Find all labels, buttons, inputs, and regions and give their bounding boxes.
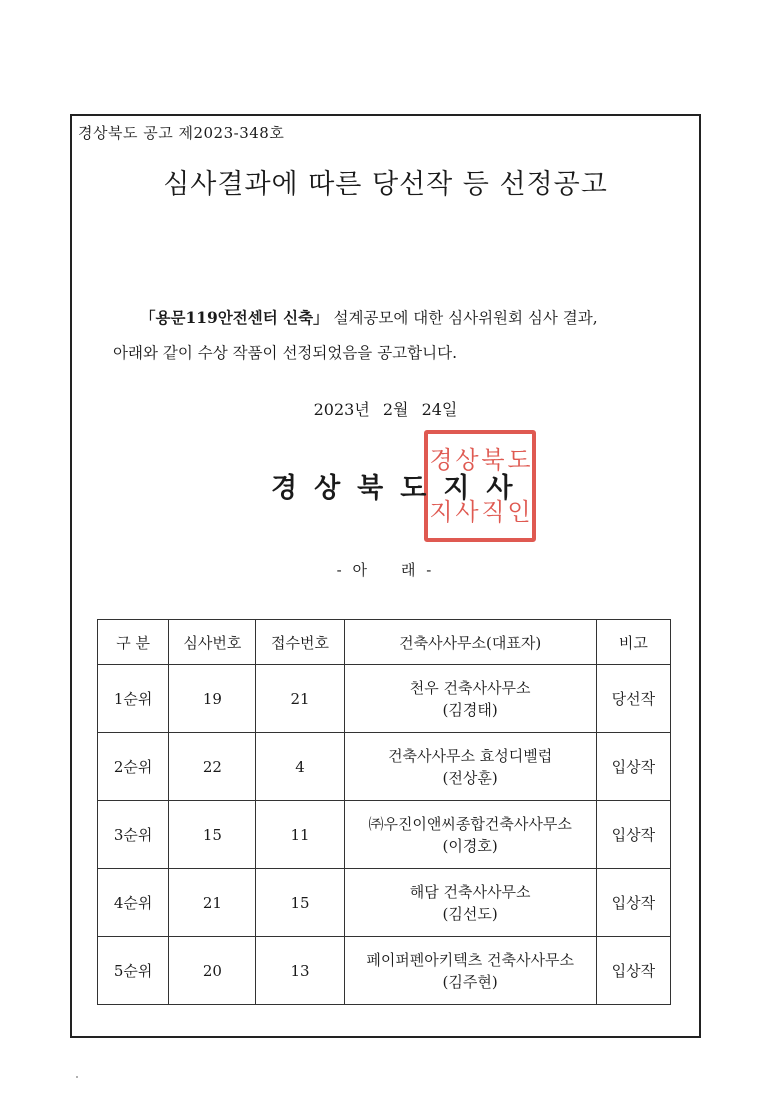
body-text-line-1: [140, 306, 598, 328]
header-receipt-number: 접수번호: [256, 620, 344, 665]
receipt-number-cell: 13: [256, 937, 344, 1005]
table-header-row: [98, 620, 671, 665]
seal-character: 도: [507, 446, 531, 474]
receipt-number-cell: 21: [256, 665, 344, 733]
review-number-cell: 15: [169, 801, 256, 869]
office-name: ㈜우진이앤씨종합건축사사무소: [368, 814, 572, 833]
table-row: [98, 801, 671, 869]
table-row: [98, 869, 671, 937]
office-representative: (김경태): [442, 700, 498, 719]
receipt-number-cell: 15: [256, 869, 344, 937]
seal-character: 지: [429, 498, 453, 526]
office-name: 해담 건축사사무소: [409, 882, 531, 901]
note-cell: 입상작: [596, 869, 670, 937]
table-row: [98, 665, 671, 733]
seal-character: 직: [481, 498, 505, 526]
rank-cell: 5순위: [98, 937, 169, 1005]
header-review-number: 심사번호: [169, 620, 256, 665]
header-note: 비고: [596, 620, 670, 665]
header-rank: 구 분: [98, 620, 169, 665]
seal-character: 북: [481, 446, 505, 474]
office-cell: [344, 733, 596, 801]
office-representative: (김선도): [442, 904, 498, 923]
body-text-line-2: 아래와 같이 수상 작품이 선정되었음을 공고합니다.: [113, 344, 457, 362]
seal-character: 인: [507, 498, 531, 526]
office-name: 천우 건축사사무소: [409, 678, 531, 697]
review-number-cell: 19: [169, 665, 256, 733]
results-table: [97, 619, 671, 1005]
table-row: [98, 733, 671, 801]
office-representative: (이경호): [442, 836, 498, 855]
office-cell: [344, 869, 596, 937]
note-cell: 당선작: [596, 665, 670, 733]
issuer-name: 경상북도지사: [271, 473, 530, 504]
page-title: 심사결과에 따른 당선작 등 선정공고: [163, 169, 608, 200]
office-representative: (김주현): [442, 972, 498, 991]
review-number-cell: 21: [169, 869, 256, 937]
subheading: - 아 래 -: [336, 561, 435, 579]
notice-number: 경상북도 공고 제2023-348호: [78, 124, 285, 142]
notice-date: 2023년 2월 24일: [313, 400, 458, 419]
note-cell: 입상작: [596, 801, 670, 869]
rank-cell: 1순위: [98, 665, 169, 733]
scan-speck: [76, 1076, 78, 1078]
seal-character: 경: [429, 446, 453, 474]
project-name: 「용문119안전센터 신축」: [140, 308, 329, 327]
seal-character: 사: [455, 498, 479, 526]
receipt-number-cell: 11: [256, 801, 344, 869]
office-name: 페이퍼펜아키텍츠 건축사사무소: [366, 950, 574, 969]
rank-cell: 2순위: [98, 733, 169, 801]
rank-cell: 4순위: [98, 869, 169, 937]
office-name: 건축사사무소 효성디벨럽: [388, 746, 553, 765]
header-office: 건축사사무소(대표자): [344, 620, 596, 665]
office-representative: (전상훈): [442, 768, 498, 787]
office-cell: [344, 665, 596, 733]
office-cell: [344, 801, 596, 869]
body-text-line-1-rest: 설계공모에 대한 심사위원회 심사 결과,: [328, 309, 598, 327]
office-cell: [344, 937, 596, 1005]
seal-character: 상: [455, 446, 479, 474]
receipt-number-cell: 4: [256, 733, 344, 801]
rank-cell: 3순위: [98, 801, 169, 869]
table-row: [98, 937, 671, 1005]
note-cell: 입상작: [596, 733, 670, 801]
note-cell: 입상작: [596, 937, 670, 1005]
review-number-cell: 22: [169, 733, 256, 801]
review-number-cell: 20: [169, 937, 256, 1005]
